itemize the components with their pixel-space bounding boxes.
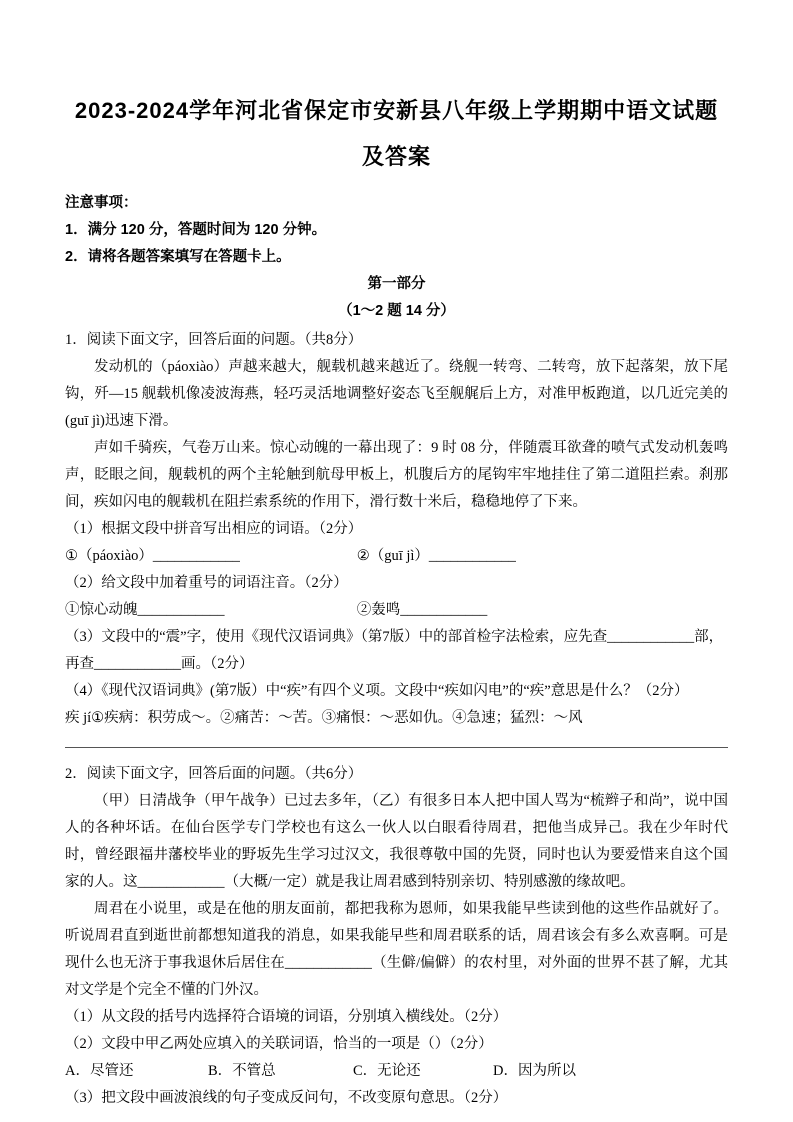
q1-sub1-blanks bbox=[65, 543, 728, 570]
q1-intro: 1．阅读下面文字，回答后面的问题。（共8分） bbox=[65, 332, 363, 349]
q2-sub2: （2）文段中甲乙两处应填入的关联词语，恰当的一项是（）（2分） bbox=[65, 1036, 493, 1053]
part-points: （1～2 题 14 分） bbox=[338, 303, 455, 320]
q1-sub1-blank-1: ①（páoxiào）____________ bbox=[65, 548, 240, 565]
question-2 bbox=[65, 761, 728, 1112]
section-divider bbox=[65, 747, 728, 748]
notice-heading: 注意事项： bbox=[65, 195, 138, 212]
q1-dictionary-note: 疾 jí①疾病：积劳成～。②痛苦：～苦。③痛恨：～恶如仇。④急速；猛烈：～风 bbox=[65, 710, 583, 727]
q2-option-c: C．无论还 bbox=[353, 1063, 421, 1080]
q2-sub1: （1）从文段的括号内选择符合语境的词语，分别填入横线处。（2分） bbox=[65, 1009, 508, 1026]
question-1 bbox=[65, 327, 728, 732]
q2-passage-p1: （甲）日清战争（甲午战争）已过去多年，（乙）有很多日本人把中国人骂为“梳辫子和尚”，说中国人的各种坏话。在仙台医学专门学校也有这么一伙人以白眼看待周君，把他当成异己。我在少年时代时，曾经跟福井藩校毕业的野坂先生学习过汉文，我很尊敬中国的先贤，同时也认为要爱惜来自这个国家的人。这____________（大概/一定）就是我让周君感到特别亲切、特别感激的缘故吧。 bbox=[65, 793, 728, 891]
q2-intro: 2．阅读下面文字，回答后面的问题。（共6分） bbox=[65, 766, 363, 783]
notice-item-2: 2．请将各题答案填写在答题卡上。 bbox=[65, 249, 291, 266]
q1-sub1: （1）根据文段中拼音写出相应的词语。（2分） bbox=[65, 521, 363, 538]
q1-sub2-blank-2: ②轰鸣____________ bbox=[356, 602, 488, 619]
q1-sub3: （3）文段中的“震”字，使用《现代汉语词典》（第7版）中的部首检字法检索，应先查____________部，再查____________画。（2分） bbox=[65, 629, 724, 673]
q2-sub3: （3）把文段中画波浪线的句子变成反问句，不改变原句意思。（2分） bbox=[65, 1090, 508, 1107]
q1-sub2-blank-1: ①惊心动魄____________ bbox=[65, 602, 225, 619]
notice-item-1: 1．满分 120 分，答题时间为 120 分钟。 bbox=[65, 222, 327, 239]
q1-sub2-blanks bbox=[65, 597, 728, 624]
q2-option-a: A．尽管还 bbox=[65, 1063, 134, 1080]
q2-option-b: B．不管总 bbox=[208, 1063, 276, 1080]
q1-passage-p1: 发动机的（páoxiào）声越来越大，舰载机越来越近了。绕舰一转弯、二转弯，放下起落架，放下尾钩，歼—15 舰载机像凌波海燕，轻巧灵活地调整好姿态飞至舰艉后上方，对准甲板跑道，以几近完美的(guī jì)迅速下滑。 bbox=[65, 359, 728, 430]
q1-passage-p2: 声如千骑疾，气卷万山来。惊心动魄的一幕出现了：9 时 08 分，伴随震耳欲聋的喷气式发动机轰鸣声，眨眼之间，舰载机的两个主轮触到航母甲板上，机腹后方的尾钩牢牢地挂住了第二道阻拦索。刹那间，疾如闪电的舰载机在阻拦索系统的作用下，滑行数十米后，稳稳地停了下来。 bbox=[65, 440, 728, 511]
q1-sub2: （2）给文段中加着重号的词语注音。（2分） bbox=[65, 575, 348, 592]
q2-option-d: D．因为所以 bbox=[493, 1063, 576, 1080]
q2-passage-p2: 周君在小说里，或是在他的朋友面前，都把我称为恩师，如果我能早些读到他的这些作品就好了。听说周君直到逝世前都想知道我的消息，如果我能早些和周君联系的话，周君该会有多么欢喜啊。可是现什么也无济于事我退休后居住在____________（生僻/偏僻）的农村里，对外面的世界不甚了解，尤其对文学是个完全不懂的门外汉。 bbox=[65, 901, 728, 999]
q1-sub4: （4）《现代汉语词典》(第7版）中“疾”有四个义项。文段中“疾如闪电”的“疾”意思是什么？（2分） bbox=[65, 683, 689, 700]
q2-options-row bbox=[65, 1058, 728, 1085]
q1-sub1-blank-2: ②（guī jì）____________ bbox=[356, 548, 516, 565]
part-title: 第一部分 bbox=[367, 276, 426, 293]
document-title: 2023-2024学年河北省保定市安新县八年级上学期期中语文试题及答案 bbox=[74, 98, 719, 170]
